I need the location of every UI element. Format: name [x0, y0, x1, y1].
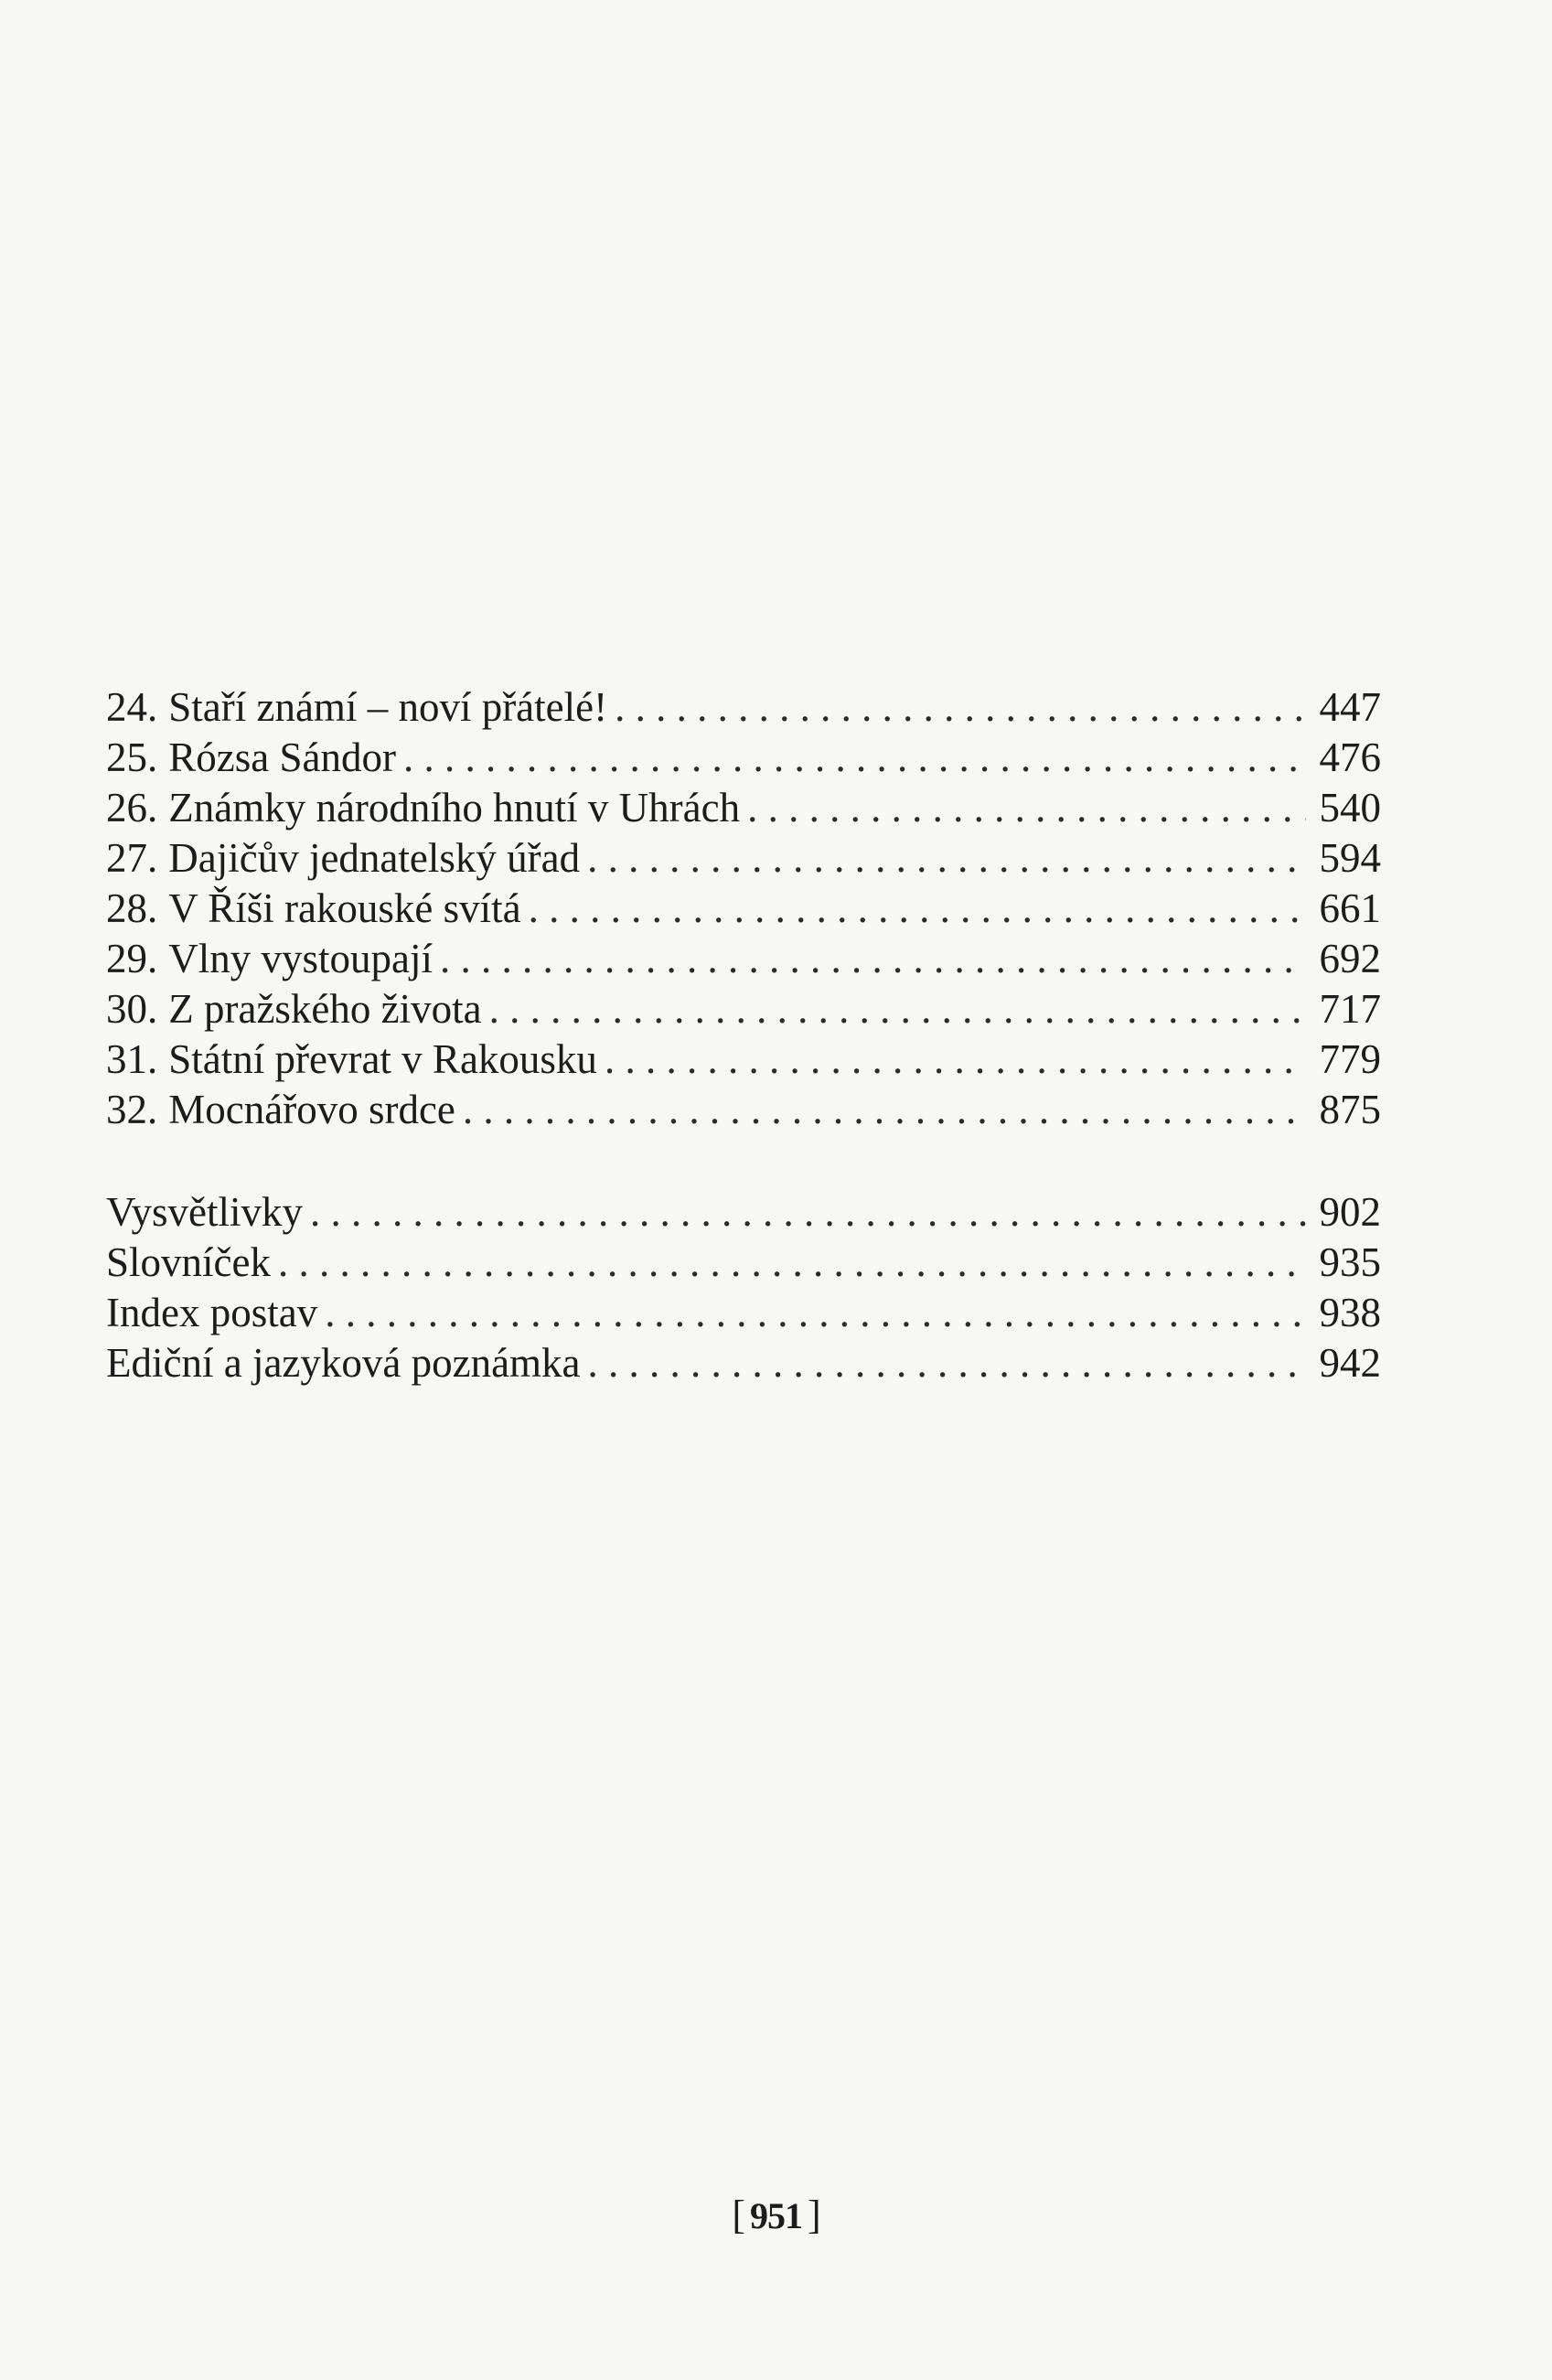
- chapter-page: 661: [1319, 885, 1381, 931]
- toc-entry: [106, 1238, 1381, 1288]
- toc-entry: [106, 783, 1381, 833]
- dot-leader: [489, 984, 1306, 1035]
- appendix-page: 935: [1319, 1239, 1381, 1285]
- toc-entry: [106, 682, 1381, 733]
- toc-entry: [106, 1338, 1381, 1388]
- dot-leader: [587, 833, 1306, 884]
- dot-leader: [440, 934, 1306, 984]
- toc-entry: [106, 934, 1381, 984]
- toc-entry: [106, 733, 1381, 783]
- appendix-page: 902: [1319, 1189, 1381, 1235]
- dot-leader: [403, 733, 1306, 783]
- appendix-title: Vysvětlivky: [106, 1189, 304, 1235]
- chapter-number: 26.: [106, 785, 158, 831]
- appendix-title: Index postav: [106, 1290, 318, 1335]
- appendix-title: Ediční a jazyková poznámka: [106, 1340, 581, 1386]
- appendix-list: [106, 1187, 1381, 1388]
- dot-leader: [310, 1187, 1306, 1238]
- chapter-title: Dajičův jednatelský úřad: [168, 835, 581, 881]
- chapter-number: 27.: [106, 835, 158, 881]
- chapter-number: 31.: [106, 1036, 158, 1082]
- chapter-number: 29.: [106, 936, 158, 981]
- chapter-title: Z pražského života: [168, 986, 482, 1032]
- toc-entry: [106, 1085, 1381, 1135]
- chapter-page: 692: [1319, 936, 1381, 981]
- chapter-title: Staří známí – noví přátelé!: [168, 684, 608, 730]
- dot-leader: [605, 1035, 1306, 1085]
- dot-leader: [463, 1085, 1306, 1135]
- chapter-number: 24.: [106, 684, 158, 730]
- chapter-title: Vlny vystoupají: [168, 936, 433, 981]
- dot-leader: [747, 783, 1306, 833]
- chapter-page: 594: [1319, 835, 1381, 881]
- dot-leader: [588, 1338, 1306, 1388]
- chapter-number: 28.: [106, 885, 158, 931]
- chapter-title: V Říši rakouské svítá: [168, 885, 521, 931]
- toc-entry: [106, 984, 1381, 1035]
- chapter-number: 30.: [106, 986, 158, 1032]
- dot-leader: [325, 1288, 1306, 1338]
- chapter-title: Státní převrat v Rakousku: [168, 1036, 597, 1082]
- chapter-page: 447: [1319, 684, 1381, 730]
- toc-entry: [106, 1187, 1381, 1238]
- dot-leader: [278, 1238, 1306, 1288]
- chapter-page: 476: [1319, 734, 1381, 780]
- appendix-title: Slovníček: [106, 1239, 271, 1285]
- toc-entry: [106, 833, 1381, 884]
- appendix-page: 938: [1319, 1290, 1381, 1335]
- chapter-list: [106, 682, 1381, 1135]
- open-bracket: [: [732, 2192, 744, 2237]
- chapter-number: 32.: [106, 1087, 158, 1132]
- chapter-page: 875: [1319, 1087, 1381, 1132]
- page-number: 951: [750, 2195, 802, 2236]
- chapter-page: 779: [1319, 1036, 1381, 1082]
- chapter-title: Rózsa Sándor: [168, 734, 396, 780]
- dot-leader: [615, 682, 1306, 733]
- page-number-footer: [0, 2192, 1552, 2238]
- chapter-page: 717: [1319, 986, 1381, 1032]
- toc-entry: [106, 1035, 1381, 1085]
- chapter-page: 540: [1319, 785, 1381, 831]
- toc-entry: [106, 1288, 1381, 1338]
- chapter-number: 25.: [106, 734, 158, 780]
- chapter-title: Mocnářovo srdce: [168, 1087, 455, 1132]
- dot-leader: [529, 884, 1306, 934]
- toc-entry: [106, 884, 1381, 934]
- close-bracket: ]: [808, 2192, 820, 2237]
- chapter-title: Známky národního hnutí v Uhrách: [168, 785, 741, 831]
- appendix-page: 942: [1319, 1340, 1381, 1386]
